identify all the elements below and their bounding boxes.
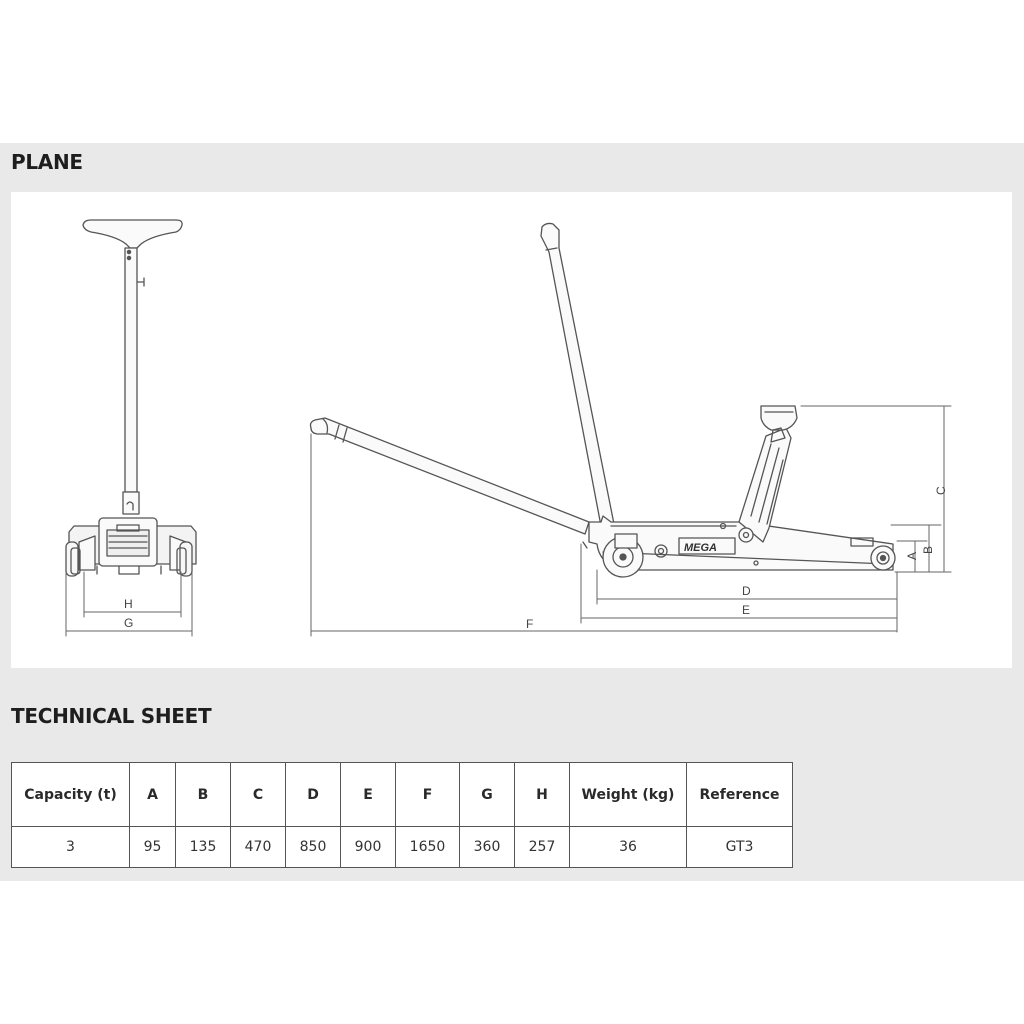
- dim-label-f: F: [526, 617, 534, 631]
- dim-label-b: B: [921, 545, 935, 554]
- technical-sheet-title: TECHNICAL SHEET: [11, 704, 212, 728]
- header-reference: Reference: [687, 763, 793, 827]
- front-view: [66, 220, 196, 636]
- header-c: C: [231, 763, 286, 827]
- dim-label-c: C: [934, 486, 948, 495]
- table-row: [12, 827, 793, 868]
- dim-label-a: A: [905, 551, 919, 560]
- header-g: G: [460, 763, 515, 827]
- brand-logo: MEGA: [684, 542, 717, 554]
- header-f: F: [396, 763, 460, 827]
- cell-e: 900: [341, 827, 396, 868]
- header-capacity: Capacity (t): [12, 763, 130, 827]
- technical-drawing: [11, 192, 1012, 668]
- header-d: D: [286, 763, 341, 827]
- dim-label-g: G: [124, 616, 134, 630]
- header-h: H: [515, 763, 570, 827]
- cell-g: 360: [460, 827, 515, 868]
- header-e: E: [341, 763, 396, 827]
- cell-f: 1650: [396, 827, 460, 868]
- spec-table: [11, 762, 793, 868]
- cell-d: 850: [286, 827, 341, 868]
- cell-a: 95: [130, 827, 176, 868]
- dim-label-h: H: [124, 597, 133, 611]
- plane-section-title: PLANE: [11, 150, 83, 174]
- jack-drawing-svg: [11, 192, 1012, 668]
- cell-reference: GT3: [687, 827, 793, 868]
- cell-h: 257: [515, 827, 570, 868]
- dim-label-e: E: [742, 603, 751, 617]
- cell-b: 135: [176, 827, 231, 868]
- page-panel: [0, 143, 1024, 881]
- cell-c: 470: [231, 827, 286, 868]
- header-weight: Weight (kg): [570, 763, 687, 827]
- header-a: A: [130, 763, 176, 827]
- side-view: [311, 223, 952, 636]
- cell-weight: 36: [570, 827, 687, 868]
- dim-label-d: D: [742, 584, 751, 598]
- header-b: B: [176, 763, 231, 827]
- table-header-row: [12, 763, 793, 827]
- cell-capacity: 3: [12, 827, 130, 868]
